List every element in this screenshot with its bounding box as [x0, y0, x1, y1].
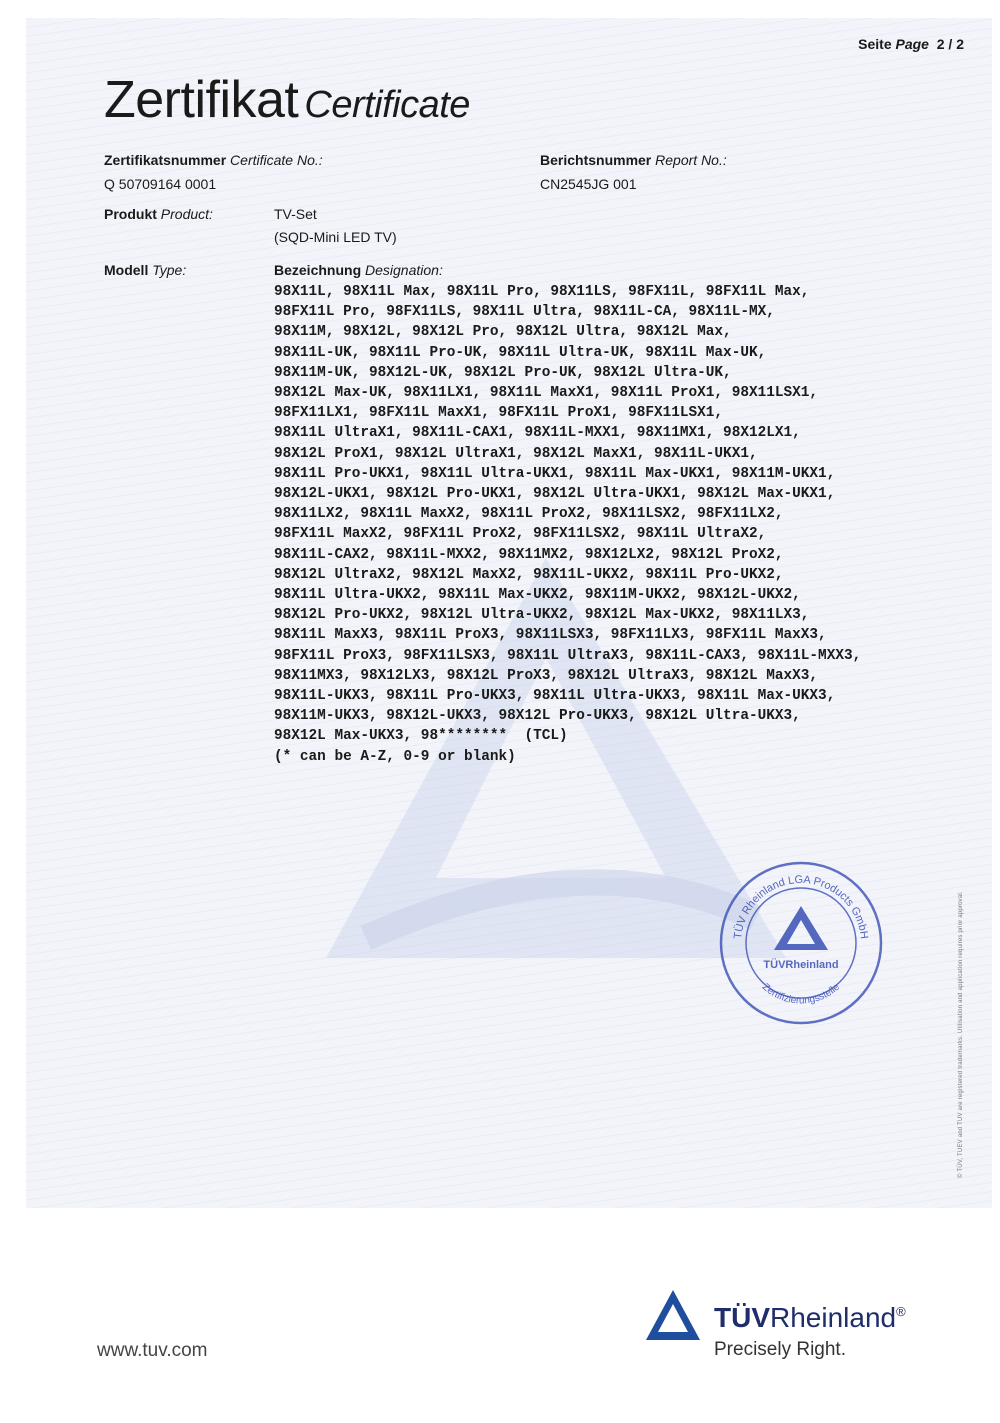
brand-name: TÜVRheinland® [714, 1302, 906, 1333]
model-designation-list: 98X11L, 98X11L Max, 98X11L Pro, 98X11LS, 98FX11L, 98FX11L Max, 98FX11L Pro, 98FX11LS, 98X11L Ultra, 98X11L-CA, 98X11L-MX, 98X11M, 98X12L, 98X12L Pro, 98X12L Ultra, 98X12L Max, 98X11L-UK, 98X11L Pro-UK, 98X11L Ultra-UK, 98X11L Max-UK, 98X11M-UK, 98X12L-UK, 98X12L Pro-UK, 98X12L Ultra-UK, 98X12L Max-UK, 98X11LX1, 98X11L MaxX1, 98X11L ProX1, 98X11LSX1, 98FX11LX1, 98FX11L MaxX1, 98FX11L ProX1, 98FX11LSX1, 98X11L UltraX1, 98X11L-CAX1, 98X11L-MXX1, 98X11MX1, 98X12LX1, 98X12L ProX1, 98X12L UltraX1, 98X12L MaxX1, 98X11L-UKX1, 98X11L Pro-UKX1, 98X11L Ultra-UKX1, 98X11L Max-UKX1, 98X11M-UKX1, 98X12L-UKX1, 98X12L Pro-UKX1, 98X12L Ultra-UKX1, 98X12L Max-UKX1, 98X11LX2, 98X11L MaxX2, 98X11L ProX2, 98X11LSX2, 98FX11LX2, 98FX11L MaxX2, 98FX11L ProX2, 98FX11LSX2, 98X11L UltraX2, 98X11L-CAX2, 98X11L-MXX2, 98X11MX2, 98X12LX2, 98X12L ProX2, 98X12L UltraX2, 98X12L MaxX2, 98X11L-UKX2, 98X11L Pro-UKX2, 98X11L Ultra-UKX2, 98X11L Max-UKX2, 98X11M-UKX2, 98X12L-UKX2, 98X12L Pro-UKX2, 98X12L Ultra-UKX2, 98X12L Max-UKX2, 98X11LX3, 98X11L MaxX3, 98X11L ProX3, 98X11LSX3, 98FX11LX3, 98FX11L MaxX3, 98FX11L ProX3, 98FX11LSX3, 98X11L UltraX3, 98X11L-CAX3, 98X11L-MXX3, 98X11MX3, 98X12LX3, 98X12L ProX3, 98X12L UltraX3, 98X12L MaxX3, 98X11L-UKX3, 98X11L Pro-UKX3, 98X11L Ultra-UKX3, 98X11L Max-UKX3, 98X11M-UKX3, 98X12L-UKX3, 98X12L Pro-UKX3, 98X12L Ultra-UKX3, 98X12L Max-UKX3, 98******** (TCL) (* can be A-Z, 0-9 or blank) [274, 284, 862, 765]
product-label: Produkt Product: [104, 206, 213, 222]
certificate-number-value: Q 50709164 0001 [104, 176, 217, 192]
model-label: Modell Type: [104, 262, 187, 278]
product-name: TV-Set [274, 206, 317, 222]
product-variant: (SQD-Mini LED TV) [274, 229, 397, 245]
page-number: Seite Page 2 / 2 [858, 36, 964, 52]
trademark-side-note: © TÜV, TUEV and TUV are registered trademarks. Utilisation and application requires prior approval. [958, 891, 964, 1178]
report-number-value: CN2545JG 001 [540, 176, 637, 192]
footer-url: www.tuv.com [97, 1340, 208, 1361]
tuv-certification-stamp [716, 858, 886, 1028]
tuv-triangle-logo-icon [644, 1288, 702, 1344]
stamp-bottom-text: Zertifizierungsstelle [759, 981, 843, 1007]
designation-label: Bezeichnung Designation: [274, 262, 443, 278]
certificate-number-label: Zertifikatsnummer Certificate No.: [104, 152, 323, 168]
stamp-inner-text: TÜVRheinland [763, 959, 839, 971]
brand-tagline: Precisely Right. [714, 1339, 846, 1360]
svg-text:Zertifizierungsstelle [760, 981, 842, 1006]
tuv-rheinland-logo [644, 1288, 944, 1368]
report-number-label: Berichtsnummer Report No.: [540, 152, 727, 168]
stamp-ring-text: TÜV Rheinland LGA Products GmbH [732, 873, 870, 940]
stamp-triangle-icon [774, 906, 828, 950]
page-title: Zertifikat Certificate [104, 71, 470, 129]
certificate-sheet [26, 18, 992, 1208]
